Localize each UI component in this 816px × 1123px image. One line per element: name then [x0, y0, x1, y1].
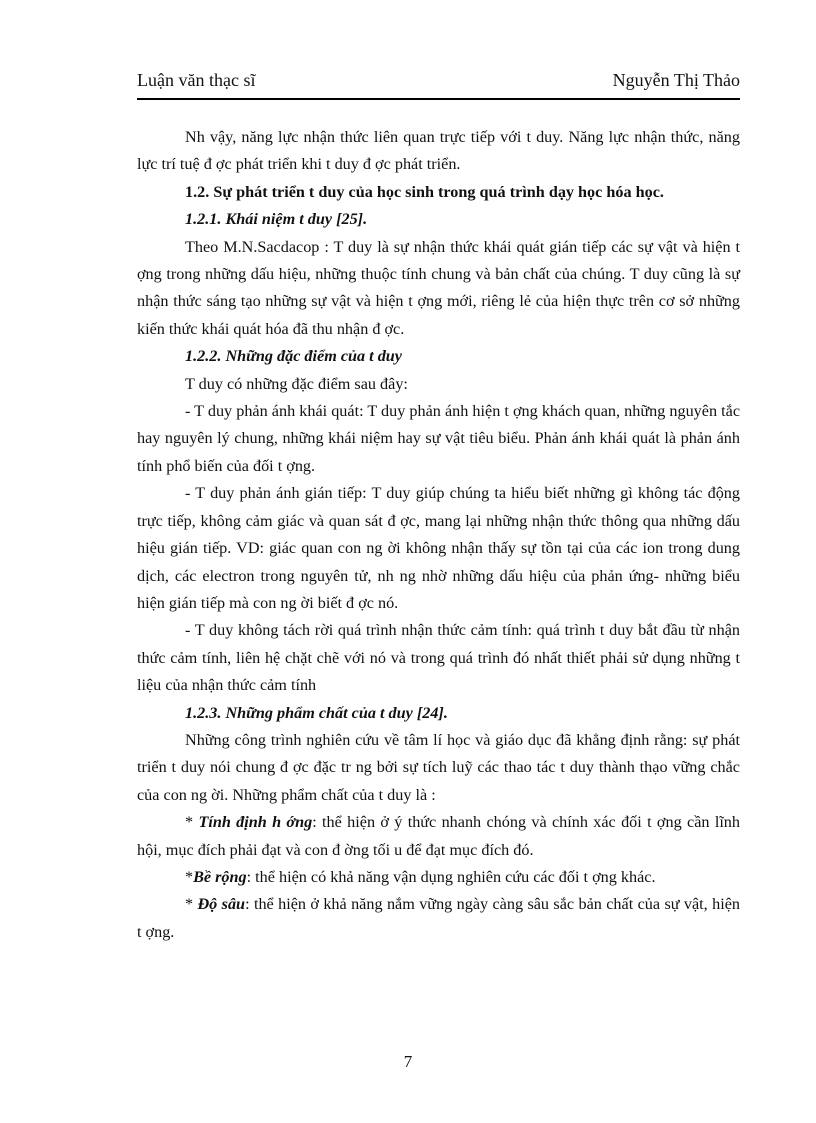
bullet-marker: * [185, 895, 198, 914]
paragraph-quality-breadth [137, 864, 740, 891]
page-number: 7 [403, 1052, 413, 1071]
paragraph-definition: Theo M.N.Sacdacop : T duy là sự nhận thức khái quát gián tiếp các sự vật và hiện t ợng trong những dấu hiệu, những thuộc tính chung và bản chất của chúng. T duy cũng là sự nhận thức sáng tạo những sự vật và hiện t ợng mới, riêng lẻ của hiện thực trên cơ sở những kiến thức khái quát hóa đã thu nhận đ ợc. [137, 237, 740, 338]
subsection-heading-1-2-3: 1.2.3. Những phẩm chất của t duy [24]. [185, 703, 448, 722]
subsection-heading-1-2-2: 1.2.2. Những đặc điểm của t duy [185, 347, 402, 366]
header-author: Nguyễn Thị Thảo [612, 70, 740, 90]
paragraph-quality-depth [137, 891, 740, 946]
subsection-heading-1-2-1: 1.2.1. Khái niệm t duy [25]. [185, 210, 368, 229]
paragraph-feature-general: - T duy phản ánh khái quát: T duy phản ánh hiện t ợng khách quan, những nguyên tắc hay nguyên lý chung, những khái niệm hay sự vật tiêu biểu. Phản ánh khái quát là phản ánh tính phổ biến của đối t ợng. [137, 402, 740, 475]
header-left-title: Luận văn thạc sĩ [137, 70, 256, 90]
paragraph-feature-sensory: - T duy không tách rời quá trình nhận thức cảm tính: quá trình t duy bắt đầu từ nhận thức cảm tính, liên hệ chặt chẽ với nó và trong quá trình đó nhất thiết phải sử dụng những t liệu của nhận thức cảm tính [137, 621, 740, 695]
quality-description: : thể hiện ở ý thức nhanh chóng và chính xác đối t ợng cần lĩnh hội, mục đích phải đạt và con đ ờng tối u để đạt mục đích đó. [137, 813, 740, 859]
quality-term: Bề rộng [193, 867, 247, 886]
section-heading-1-2: 1.2. Sự phát triển t duy của học sinh trong quá trình dạy học hóa học. [185, 182, 664, 201]
paragraph-quality-orientation [137, 809, 740, 864]
bullet-marker: * [185, 813, 199, 832]
quality-term: Độ sâu [197, 895, 246, 914]
paragraph-feature-indirect: - T duy phản ánh gián tiếp: T duy giúp chúng ta hiểu biết những gì không tác động trực tiếp, không cảm giác và quan sát đ ợc, mang lại những nhận thức thông qua những dấu hiệu gián tiếp. VD: giác quan con ng ời không nhận thấy sự tồn tại của các ion trong dung dịch, các electron trong nguyên tử, nh ng nhờ những dấu hiệu của phản ứng- những biểu hiện gián tiếp mà con ng ời biết đ ợc nó. [137, 484, 740, 612]
quality-description: : thể hiện có khả năng vận dụng nghiên cứu các đối t ợng khác. [246, 867, 656, 886]
paragraph-intro: Nh vậy, năng lực nhận thức liên quan trực tiếp với t duy. Năng lực nhận thức, năng lực trí tuệ đ ợc phát triển khi t duy đ ợc phát triển. [137, 128, 740, 174]
bullet-marker: * [185, 867, 194, 886]
page-header [137, 62, 740, 100]
quality-description: : thể hiện ở khả năng nắm vững ngày càng sâu sắc bản chất của sự vật, hiện t ợng. [137, 895, 740, 941]
paragraph-features-intro: T duy có những đặc điểm sau đây: [185, 374, 408, 393]
quality-term: Tính định h ớng [198, 813, 313, 832]
page-body [137, 124, 740, 946]
paragraph-qualities-intro: Những công trình nghiên cứu về tâm lí học và giáo dục đã khẳng định rằng: sự phát triển t duy nói chung đ ợc đặc tr ng bởi sự tích luỹ các thao tác t duy thành thạo vững chắc của con ng ời. Những phẩm chất của t duy là : [137, 730, 740, 804]
